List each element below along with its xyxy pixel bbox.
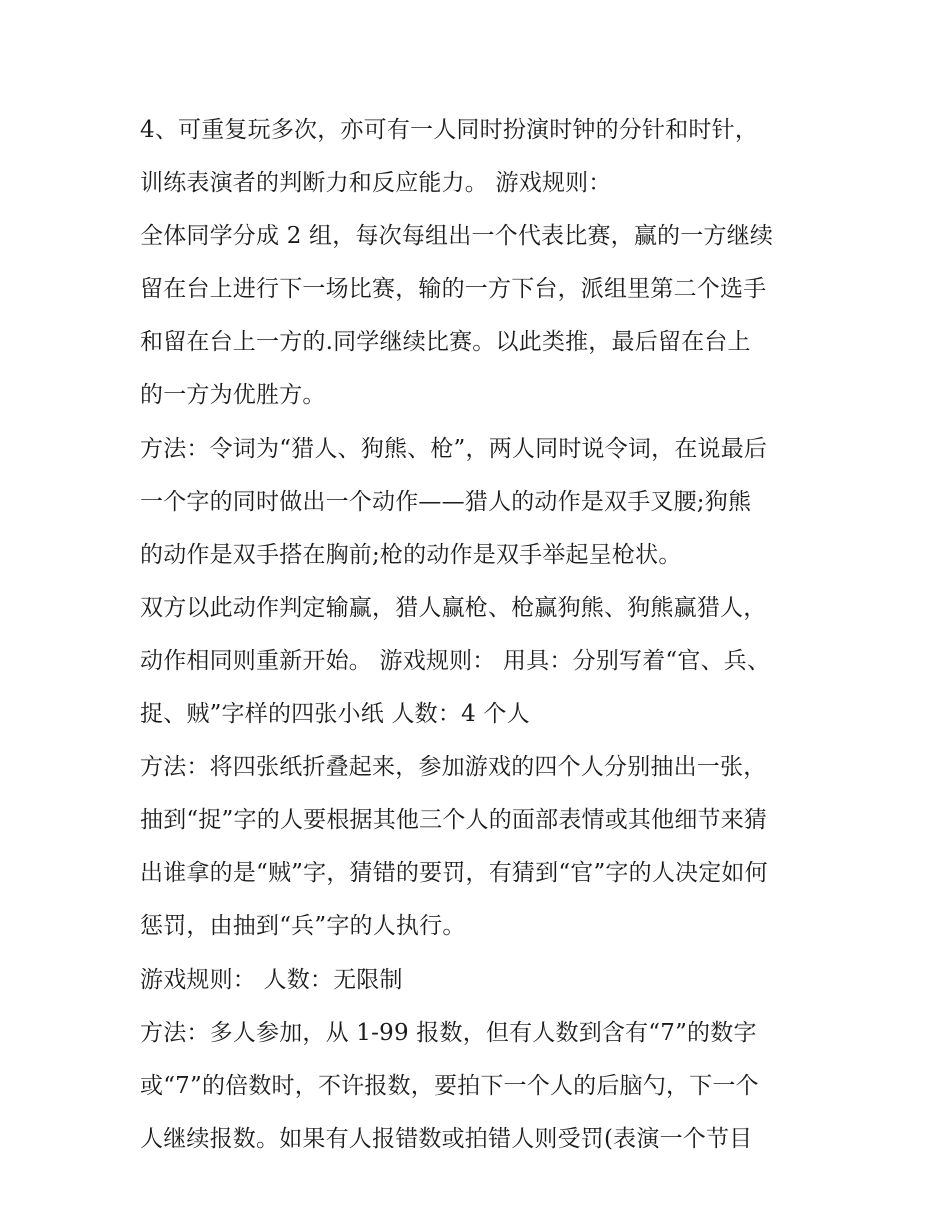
text-line: 的动作是双手搭在胸前;枪的动作是双手举起呈枪状。 bbox=[140, 541, 682, 568]
text-line: 方法：令词为“猎人、狗熊、枪”，两人同时说令词，在说最后 bbox=[140, 435, 768, 462]
text-line: 方法：多人参加，从 1-99 报数，但有人数到含有“7”的数字 bbox=[140, 1019, 757, 1046]
text-line: 全体同学分成 2 组，每次每组出一个代表比赛，赢的一方继续 bbox=[140, 223, 774, 250]
text-line: 的一方为优胜方。 bbox=[140, 382, 326, 409]
text-line: 抽到“捉”字的人要根据其他三个人的面部表情或其他细节来猜 bbox=[140, 807, 768, 834]
text-line: 留在台上进行下一场比赛，输的一方下台，派组里第二个选手 bbox=[140, 276, 767, 303]
text-line: 方法：将四张纸折叠起来，参加游戏的四个人分别抽出一张， bbox=[140, 754, 767, 781]
text-line: 动作相同则重新开始。 游戏规则： 用具：分别写着“官、兵、 bbox=[140, 647, 771, 674]
text-line: 游戏规则： 人数：无限制 bbox=[140, 966, 403, 993]
text-line: 捉、贼”字样的四张小纸 人数：4 个人 bbox=[140, 701, 530, 728]
text-line: 惩罚，由抽到“兵”字的人执行。 bbox=[140, 913, 466, 940]
text-line: 4、可重复玩多次，亦可有一人同时扮演时钟的分针和时针， bbox=[140, 117, 759, 143]
text-line: 和留在台上一方的.同学继续比赛。以此类推，最后留在台上 bbox=[140, 329, 751, 356]
body-text bbox=[140, 104, 840, 1166]
text-line: 双方以此动作判定输赢，猎人赢枪、枪赢狗熊、狗熊赢猎人， bbox=[140, 594, 767, 621]
text-line: 训练表演者的判断力和反应能力。 游戏规则： bbox=[140, 170, 612, 197]
text-line: 出谁拿的是“贼”字，猜错的要罚，有猜到“官”字的人决定如何 bbox=[140, 860, 768, 887]
text-line: 人继续报数。如果有人报错数或拍错人则受罚(表演一个节目 bbox=[140, 1125, 753, 1152]
text-line: 一个字的同时做出一个动作——猎人的动作是双手叉腰;狗熊 bbox=[140, 488, 752, 515]
text-line: 或“7”的倍数时，不许报数，要拍下一个人的后脑勺，下一个 bbox=[140, 1072, 759, 1099]
